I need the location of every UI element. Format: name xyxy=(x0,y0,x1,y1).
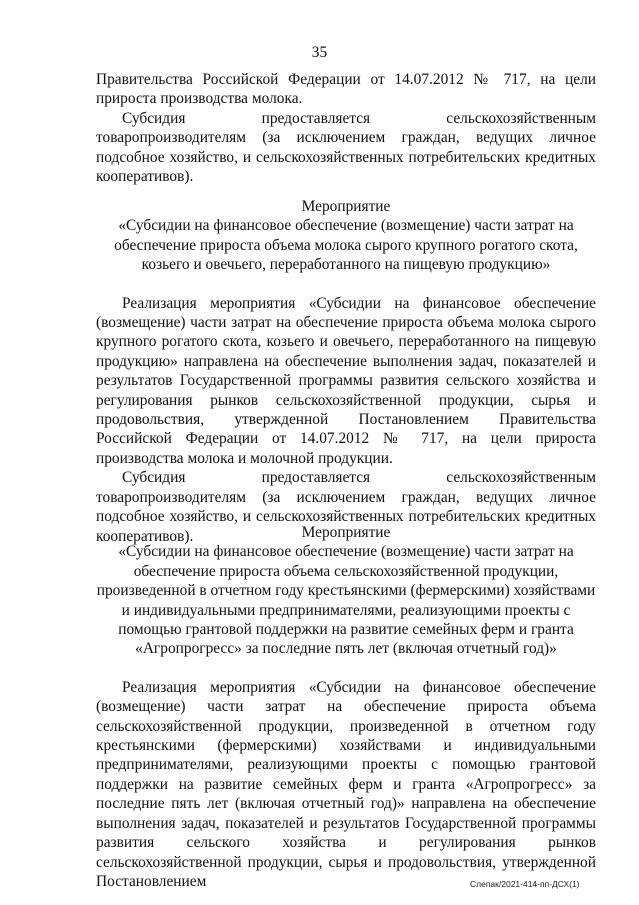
document-footer-code: Слепак/2021-414-пп-ДСХ(1) xyxy=(470,879,580,889)
paragraph: Субсидия предоставляется сельскохозяйственным товаропроизводителям (за исключением граждан, ведущих личное подсобное хозяйство, и сельскохозяйственных потребительских кредитных кооперативов). xyxy=(96,469,596,545)
paragraph: Реализация мероприятия «Субсидии на финансовое обеспечение (возмещение) части затрат на обеспечение прироста объема сельскохозяйственной продукции, произведенной в отчетном году крестьянскими (фермерскими) хозяйствами и индивидуальными предпринимателями, реализующими проекты с помощью грантовой поддержки на развитие семейных ферм и гранта «Агропрогресс» за последние пять лет (включая отчетный год)» направлена на обеспечение выполнения задач, показателей и результатов Государственной программы развития сельского хозяйства и регулирования рынков сельскохозяйственной продукции, сырья и продовольствия, утвержденной Постановлением xyxy=(96,678,596,890)
block-measure-milk xyxy=(96,197,596,546)
block-measure-farms xyxy=(96,523,596,891)
page-number: 35 xyxy=(311,44,328,61)
measure-heading: Мероприятие xyxy=(301,198,391,215)
measure-heading: Мероприятие xyxy=(301,524,391,541)
measure-title: «Субсидии на финансовое обеспечение (возмещение) части затрат на обеспечение прироста объема молока сырого крупного рогатого скота, козьего и овечьего, переработанного на пищевую продукцию» xyxy=(114,217,578,274)
paragraph: Реализация мероприятия «Субсидии на финансовое обеспечение (возмещение) части затрат на обеспечение прироста объема молока сырого крупного рогатого скота, козьего и овечьего, переработанного на пищевую продукцию» направлена на обеспечение выполнения задач, показателей и результатов Государственной программы развития сельского хозяйства и регулирования рынков сельскохозяйственной продукции, сырья и продовольствия, утвержденной Постановлением Правительства Российской Федерации от 14.07.2012 № 717, на цели прироста производства молока и молочной продукции. xyxy=(96,294,596,467)
block-intro xyxy=(96,70,596,186)
paragraph: Субсидия предоставляется сельскохозяйственным товаропроизводителям (за исключением граждан, ведущих личное подсобное хозяйство, и сельскохозяйственных потребительских кредитных кооперативов). xyxy=(96,109,596,186)
measure-title: «Субсидии на финансовое обеспечение (возмещение) части затрат на обеспечение прироста объема сельскохозяйственной продукции, произведенной в отчетном году крестьянскими (фермерскими) хозяйствами и индивидуальными предпринимателями, реализующими проекты с помощью грантовой поддержки на развитие семейных ферм и гранта «Агропрогресс» за последние пять лет (включая отчетный год)» xyxy=(96,543,596,658)
paragraph: Правительства Российской Федерации от 14.07.2012 № 717, на цели прироста производства молока. xyxy=(96,71,596,108)
